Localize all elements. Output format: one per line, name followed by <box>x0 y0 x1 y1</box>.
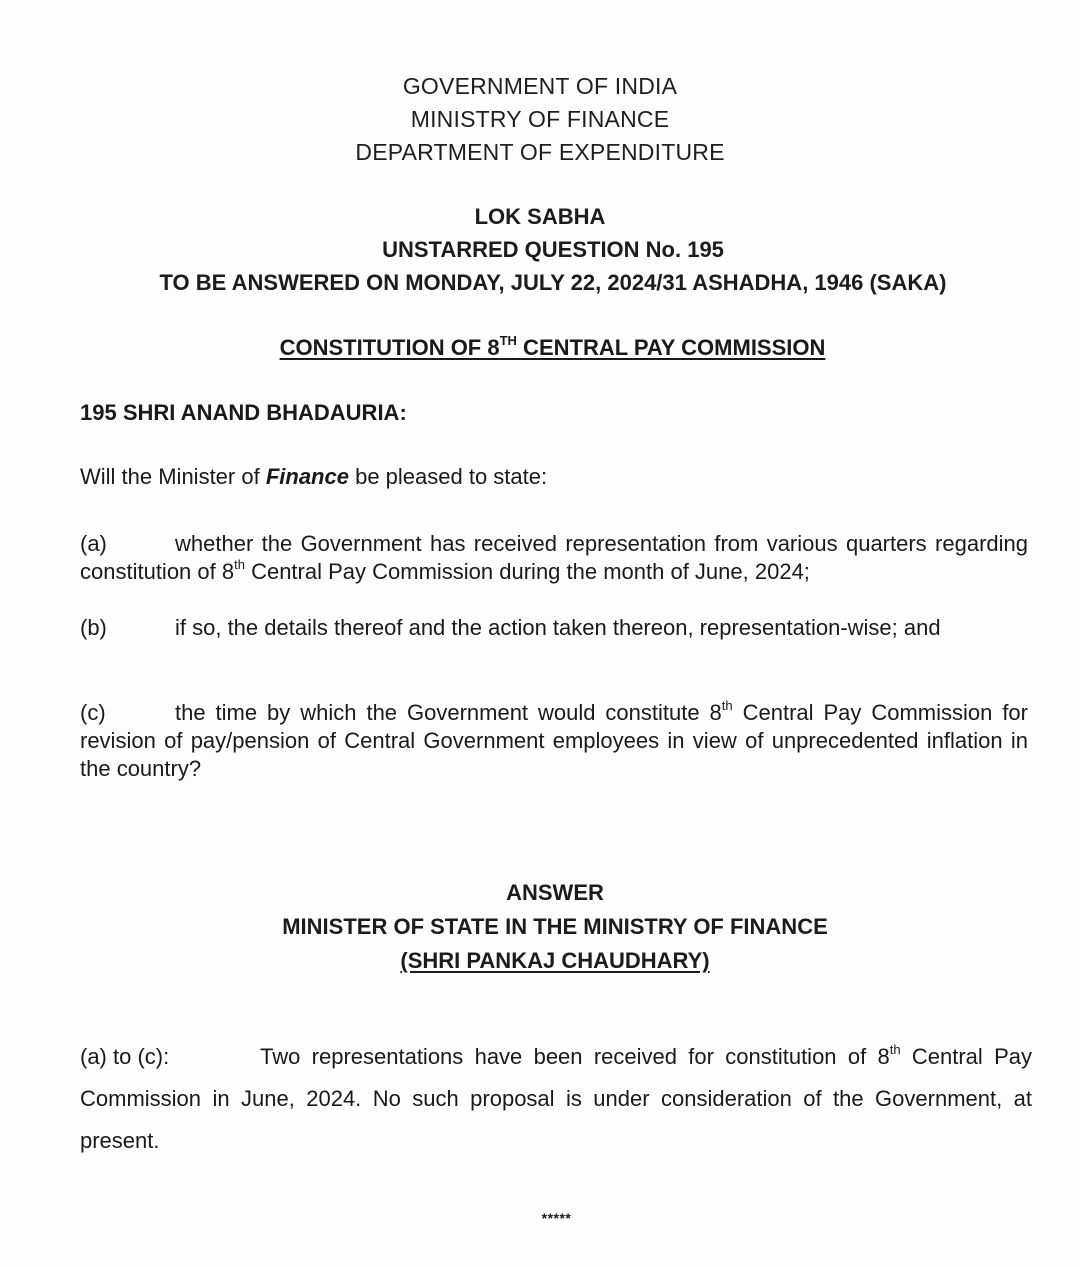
minister-name-text: (SHRI PANKAJ CHAUDHARY) <box>400 948 710 973</box>
ministry-line: MINISTRY OF FINANCE <box>410 106 670 132</box>
question-number: UNSTARRED QUESTION No. 195 <box>382 237 724 262</box>
question-c-text-1: the time by which the Government would constitute 8 <box>175 700 722 725</box>
reply-text-1: Two representations have been received for constitution of 8 <box>260 1044 890 1069</box>
question-b <box>80 614 1028 642</box>
question-c-sup: th <box>721 697 733 713</box>
reply-text-2: Central Pay Commission in June, 2024. No such proposal is under consideration of the Government, at present. <box>80 1044 1032 1153</box>
question-a <box>80 530 1028 586</box>
question-a-sup: th <box>234 556 245 572</box>
house-name: LOK SABHA <box>474 204 606 229</box>
department-line: DEPARTMENT OF EXPENDITURE <box>355 139 725 165</box>
question-a-label: (a) <box>80 531 107 556</box>
minister-title: MINISTER OF STATE IN THE MINISTRY OF FINANCE <box>282 914 828 939</box>
intro-before: Will the Minister of <box>80 464 266 489</box>
end-marker: ***** <box>541 1210 572 1226</box>
subject-sup: TH <box>499 332 517 348</box>
government-line: GOVERNMENT OF INDIA <box>402 73 678 99</box>
subject-text <box>279 332 826 360</box>
intro-line <box>80 464 547 490</box>
question-b-label: (b) <box>80 615 107 640</box>
subject-prefix: CONSTITUTION OF 8 <box>279 335 500 360</box>
question-b-text: if so, the details thereof and the action taken thereon, representation-wise; and <box>175 615 941 640</box>
reply-paragraph <box>80 1036 1032 1162</box>
question-meta <box>0 200 1080 299</box>
intro-after: be pleased to state: <box>348 464 548 489</box>
reply-sup: th <box>889 1041 901 1057</box>
question-a-text-1: whether the Government has received representation from various quarters regarding constitution of 8 <box>80 531 1028 584</box>
question-a-text-2: Central Pay Commission during the month of June, 2024; <box>244 559 810 584</box>
asker-name: 195 SHRI ANAND BHADAURIA: <box>80 400 407 425</box>
subject-suffix: CENTRAL PAY COMMISSION <box>516 335 826 360</box>
question-c <box>80 699 1028 783</box>
letterhead <box>0 70 1080 169</box>
intro-emphasis: Finance <box>265 464 349 489</box>
minister-name <box>0 944 1080 978</box>
answer-header <box>0 876 1080 978</box>
subject-title <box>0 333 1080 363</box>
question-c-label: (c) <box>80 700 106 725</box>
question-c-text-2: Central Pay Commission for revision of pay/pension of Central Government employees in view of unprecedented inflation in the country? <box>80 700 1028 781</box>
answer-date: TO BE ANSWERED ON MONDAY, JULY 22, 2024/31 ASHADHA, 1946 (SAKA) <box>159 270 947 295</box>
reply-label: (a) to (c): <box>80 1044 170 1069</box>
answer-heading: ANSWER <box>506 880 604 905</box>
